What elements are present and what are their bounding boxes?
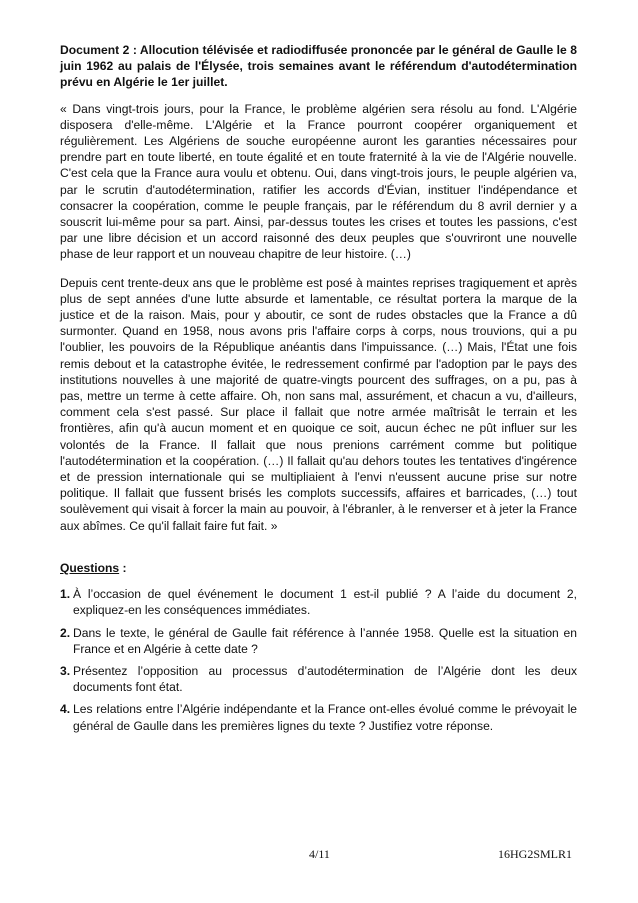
question-number: 1.	[60, 587, 71, 602]
question-item	[60, 663, 577, 695]
question-text: À l’occasion de quel événement le document 1 est-il publié ? A l’aide du document 2, expliquez-en les conséquences immédiates.	[73, 587, 577, 618]
questions-heading-colon: :	[119, 560, 127, 575]
question-item	[60, 701, 577, 733]
document-code: 16HG2SMLR1	[498, 847, 573, 861]
questions-heading: Questions	[60, 560, 120, 575]
document-page	[60, 42, 577, 740]
question-item	[60, 586, 577, 618]
question-number: 3.	[60, 663, 71, 678]
question-number: 4.	[60, 702, 71, 717]
page-number: 4/11	[309, 847, 330, 861]
speech-paragraph-1: « Dans vingt-trois jours, pour la France, le problème algérien sera résolu au fond. L'Algérie disposera d'elle-même. L'Algérie et la France pourront coopérer organiquement et régulièrement. Les Algériens de souche européenne auront les garanties nécessaires pour prendre part en toute liberté, en toute égalité et en toute fraternité à la vie de l'Algérie nouvelle. C'est cela que la France aura voulu et obtenu. Oui, dans vingt-trois jours, le peuple algérien va, par le scrutin d'autodétermination, ratifier les accords d'Évian, instituer l'indépendance et consacrer la coopération, comme le peuple français, par le référendum du 8 avril dernier y a souscrit lui-même pour sa part. Ainsi, par-dessus toutes les crises et toutes les passions, c'est par une libre décision et un accord raisonné des deux peuples que s'ouvriront une nouvelle phase de leur rapport et un nouveau chapitre de leur histoire. (…)	[60, 101, 577, 262]
document-title: Document 2 : Allocution télévisée et radiodiffusée prononcée par le général de Gaulle le 8 juin 1962 au palais de l'Élysée, trois semaines avant le référendum d'autodétermination prévu en Algérie le 1er juillet.	[60, 43, 577, 90]
question-text: Dans le texte, le général de Gaulle fait référence à l’année 1958. Quelle est la situation en France et en Algérie à cette date ?	[73, 625, 577, 656]
speech-paragraph-2: Depuis cent trente-deux ans que le problème est posé à maintes reprises tragiquement et après plus de sept années d'une lutte absurde et lamentable, ce résultat portera la marque de la justice et de la raison. Mais, pour y aboutir, ce sont de rudes obstacles que la France a dû surmonter. Quand en 1958, nous avons pris l'affaire corps à corps, nous trouvions, qui a pu l'oublier, les pouvoirs de la République anéantis dans l'impuissance. (…) Mais, l'État une fois remis debout et la catastrophe évitée, le redressement confirmé par l'adoption par le pays des institutions nouvelles à une majorité de quatre-vingts pourcent des suffrages, on a pu, pas à pas, mettre un terme à cette affaire. Oh, non sans mal, assurément, et chacun a vu, d'ailleurs, comment cela s'est passé. Sur place il fallait que notre armée maîtrisât le terrain et les frontières, afin qu'à aucun moment et en quoique ce soit, aucun échec ne pût influer sur les volontés de la France. Il fallait que nous prenions carrément comme but politique l'autodétermination et la coopération. (…) Il fallait qu'au dehors toutes les tentatives d'ingérence et de pression internationale qui se multipliaient à l'envi n'eussent aucune prise sur notre politique. Il fallait que fussent brisés les complots successifs, affaires et barricades, (…) tout soulèvement qui visait à forcer la main au pouvoir, à l'ébranler, à le renverser et à jeter la France aux abîmes. Ce qu'il fallait faire fut fait. »	[60, 275, 577, 533]
question-text: Présentez l’opposition au processus d’autodétermination de l’Algérie dont les deux documents font état.	[73, 663, 577, 695]
questions-header	[60, 560, 577, 576]
question-item	[60, 625, 577, 657]
question-text: Les relations entre l’Algérie indépendante et la France ont-elles évolué comme le prévoyait le général de Gaulle dans les premières lignes du texte ? Justifiez votre réponse.	[73, 702, 577, 733]
questions-list	[60, 586, 577, 734]
question-number: 2.	[60, 625, 71, 640]
